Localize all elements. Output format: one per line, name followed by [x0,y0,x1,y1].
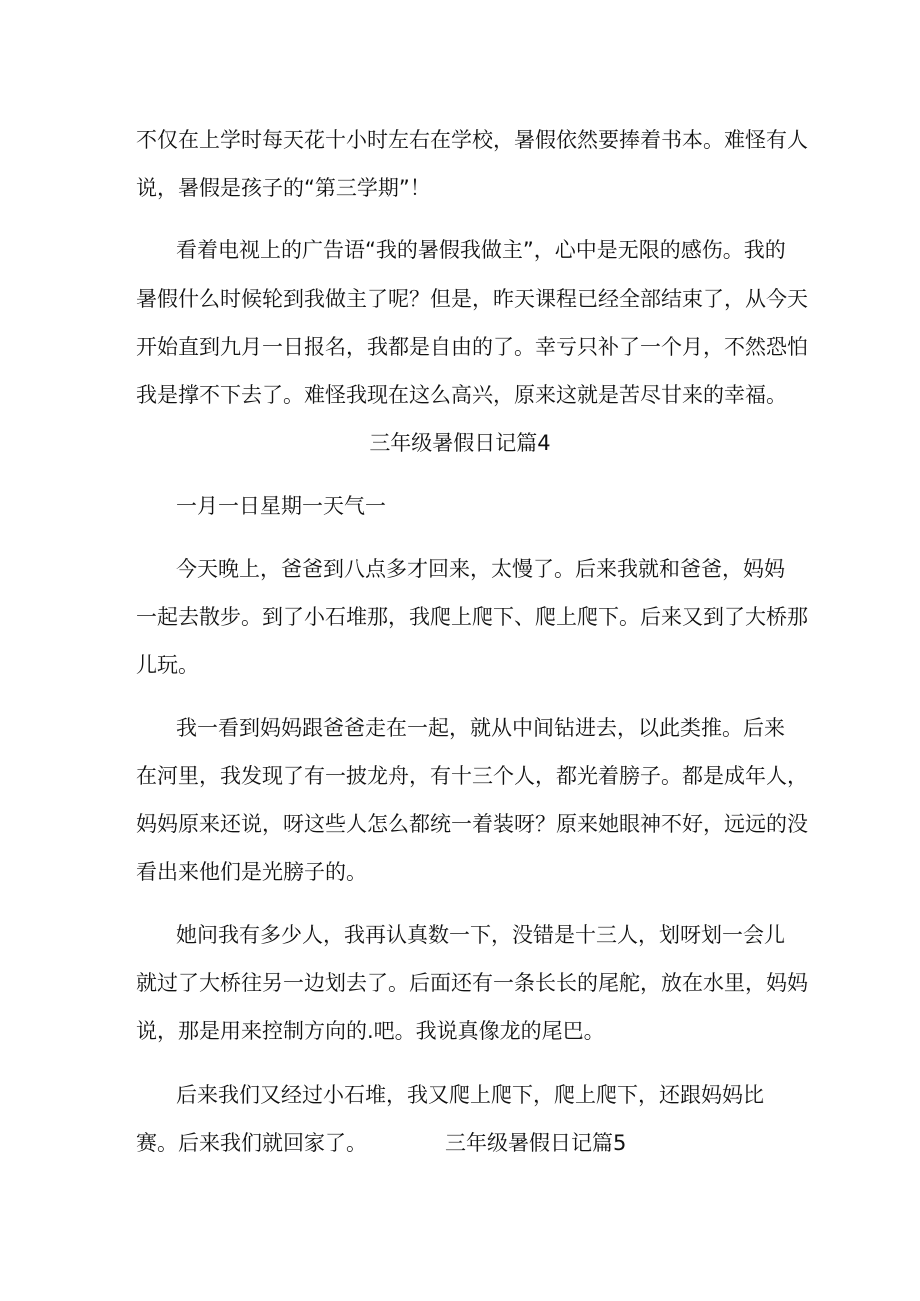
paragraph-line: 不仅在上学时每天花十小时左右在学校，暑假依然要捧着书本。难怪有人 [136,128,808,152]
paragraph-line: 我一看到妈妈跟爸爸走在一起，就从中间钻进去，以此类推。后来 [176,716,785,740]
paragraph-line: 暑假什么时候轮到我做主了呢？但是，昨天课程已经全部结束了，从今天 [136,287,808,311]
paragraph-line: 看着电视上的广告语“我的暑假我做主”，心中是无限的感伤。我的 [176,238,786,262]
paragraph-line: 妈妈原来还说，呀这些人怎么都统一着装呀？原来她眼神不好，远远的没 [136,812,808,836]
paragraph-line: 在河里，我发现了有一披龙舟，有十三个人，都光着膀子。都是成年人， [136,764,808,788]
paragraph-line: 就过了大桥往另一边划去了。后面还有一条长长的尾舵，放在水里，妈妈 [136,971,808,995]
paragraph-line: 一起去散步。到了小石堆那，我爬上爬下、爬上爬下。后来又到了大桥那 [136,605,808,629]
paragraph-line: 后来我们又经过小石堆，我又爬上爬下，爬上爬下，还跟妈妈比 [176,1083,764,1107]
paragraph-line: 开始直到九月一日报名，我都是自由的了。幸亏只补了一个月，不然恐怕 [136,335,808,359]
diary-date-line: 一月一日星期一天气一 [176,494,386,518]
paragraph-line: 今天晚上，爸爸到八点多才回来，太慢了。后来我就和爸爸，妈妈 [176,557,785,581]
paragraph-line: 赛。后来我们就回家了。 [136,1131,367,1155]
paragraph-line: 她问我有多少人，我再认真数一下，没错是十三人，划呀划一会儿 [176,923,785,947]
section-heading-5: 三年级暑假日记篇5 [445,1131,627,1155]
paragraph-line: 我是撑不下去了。难怪我现在这么高兴，原来这就是苦尽甘来的幸福。 [136,383,787,407]
paragraph-line: 说，暑假是孩子的“第三学期”！ [136,176,431,200]
paragraph-line-with-heading [136,1129,626,1157]
paragraph-line: 说，那是用来控制方向的.吧。我说真像龙的尾巴。 [136,1019,605,1043]
paragraph-line: 看出来他们是光膀子的。 [136,860,367,884]
paragraph-line: 儿玩。 [136,653,199,677]
section-heading-4: 三年级暑假日记篇4 [369,431,551,455]
